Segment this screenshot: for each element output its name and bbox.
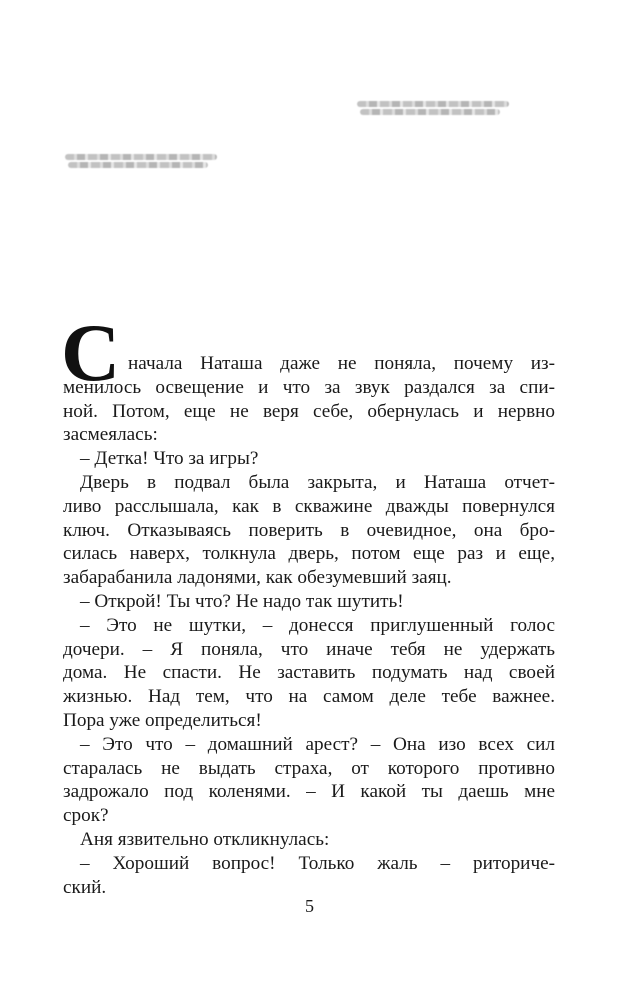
redacted-subheading-decoration bbox=[65, 152, 217, 174]
text-line: ский. bbox=[63, 876, 107, 898]
drop-cap: С bbox=[61, 307, 121, 398]
body-text bbox=[63, 352, 555, 899]
text-line: Пора уже определиться! bbox=[63, 709, 262, 731]
text-line: менилось освещение и что за звук раздался за спи- bbox=[63, 376, 555, 398]
text-line: срок? bbox=[63, 805, 109, 827]
text-line: – Детка! Что за игры? bbox=[80, 448, 259, 470]
text-line: забарабанила ладонями, как обезумевший заяц. bbox=[63, 567, 452, 589]
text-line: силась наверх, толкнула дверь, потом еще раз и еще, bbox=[63, 543, 555, 565]
text-line: Аня язвительно откликнулась: bbox=[80, 828, 330, 850]
text-line: – Хороший вопрос! Только жаль – риториче- bbox=[80, 852, 555, 874]
text-line: – Это что – домашний арест? – Она изо всех сил bbox=[80, 733, 555, 755]
redacted-heading-decoration bbox=[357, 99, 509, 121]
page-number: 5 bbox=[305, 896, 314, 916]
text-line: ной. Потом, еще не веря себе, обернулась и нервно bbox=[63, 400, 555, 422]
text-line: старалась не выдать страха, от которого противно bbox=[63, 757, 555, 779]
text-line: засмеялась: bbox=[63, 424, 158, 446]
text-line: Дверь в подвал была закрыта, и Наташа отчет- bbox=[80, 471, 555, 493]
text-line: – Открой! Ты что? Не надо так шутить! bbox=[80, 590, 404, 612]
text-line: ливо расслышала, как в скважине дважды повернулся bbox=[63, 495, 555, 517]
text-line: ключ. Отказываясь поверить в очевидное, она бро- bbox=[63, 519, 555, 541]
text-line: – Это не шутки, – донесся приглушенный голос bbox=[80, 614, 555, 636]
text-line: дома. Не спасти. Не заставить подумать над своей bbox=[63, 662, 555, 684]
text-line: дочери. – Я поняла, что иначе тебя не удержать bbox=[63, 638, 555, 660]
text-line: жизнью. Над тем, что на самом деле тебе важнее. bbox=[63, 686, 555, 708]
text-line: задрожало под коленями. – И какой ты даешь мне bbox=[63, 781, 555, 803]
text-line: начала Наташа даже не поняла, почему из- bbox=[128, 353, 555, 374]
